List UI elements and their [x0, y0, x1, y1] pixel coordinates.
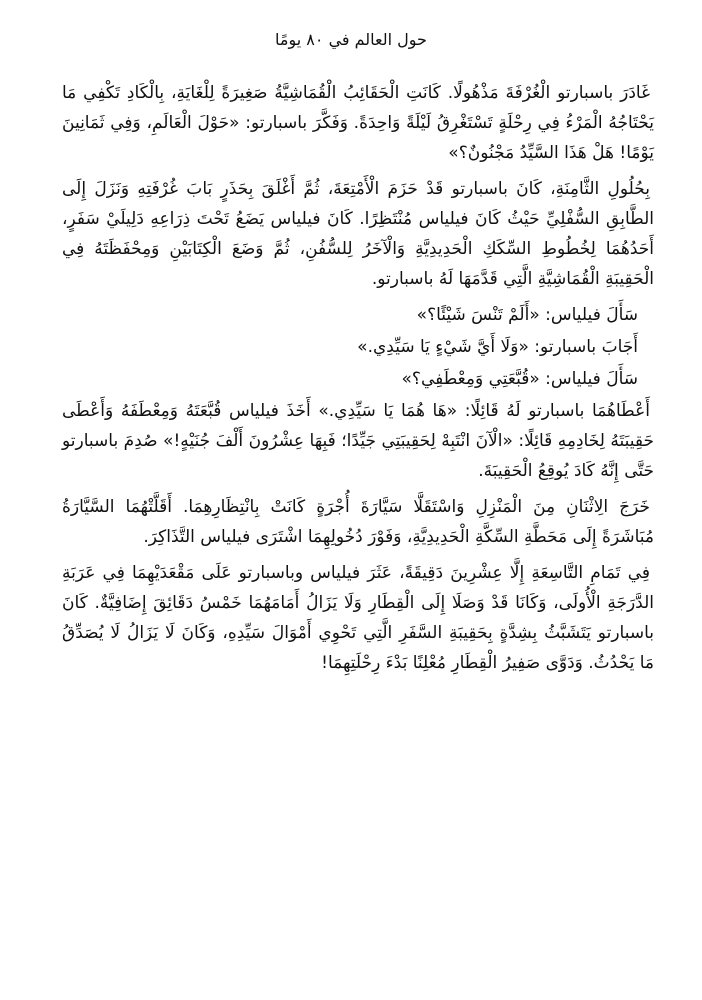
story-body — [62, 78, 654, 678]
paragraph-handover: أَعْطَاهُمَا باسبارتو لَهُ قَائِلًا: «هَا هُمَا يَا سَيِّدِي.» أَخَذَ فيلياس قُبَّعَتَهُ وَمِعْطَفَهُ وَأَعْطَى حَقِيبَتَهُ لِخَادِمِهِ قَائِلًا: «الْآنَ انْتَبِهْ لِحَقِيبَتِي جَيِّدًا؛ فَبِهَا عِشْرُونَ أَلْفَ جُنَيْهٍ!» صُدِمَ باسبارتو حَتَّى إِنَّهُ كَادَ يُوقِعُ الْحَقِيبَةَ. — [62, 401, 654, 481]
paragraph-station: خَرَجَ الِاثْنَانِ مِنَ الْمَنْزِلِ وَاسْتَقَلَّا سَيَّارَةَ أُجْرَةٍ كَانَتْ بِانْتِظَارِهِمَا. أَقَلَّتْهُمَا السَّيَّارَةُ مُبَاشَرَةً إِلَى مَحَطَّةِ السِّكَّةِ الْحَدِيدِيَّةِ، وَفَوْرَ دُخُولِهِمَا اشْتَرَى فيلياس التَّذَاكِرَ. — [62, 497, 654, 547]
dialogue-line-1: سَأَلَ فيلياس: «أَلَمْ تَنْسَ شَيْئًا؟» — [416, 305, 638, 325]
paragraph-packing: بِحُلُولِ الثَّامِنَةِ، كَانَ باسبارتو قَدْ حَزَمَ الْأَمْتِعَةَ، ثُمَّ أَغْلَقَ بِحَذَرٍ بَابَ غُرْفَتِهِ وَنَزَلَ إِلَى الطَّابِقِ السُّفْلِيِّ حَيْثُ كَانَ فيلياس مُنْتَظِرًا. كَانَ فيلياس يَضَعُ تَحْتَ ذِرَاعِهِ دَلِيلَيْ سَفَرٍ، أَحَدُهُمَا لِخُطُوطِ السِّكَكِ الْحَدِيدِيَّةِ وَالْآخَرُ لِلسُّفُنِ، ثُمَّ وَضَعَ الْكِتَابَيْنِ وَمِحْفَظَتَهُ فِي الْحَقِيبَةِ الْقُمَاشِيَّةِ الَّتِي قَدَّمَهَا لَهُ باسبارتو. — [62, 179, 654, 289]
running-head-title: حول العالم في ٨٠ يومًا — [275, 30, 427, 49]
paragraph-departure: غَادَرَ باسبارتو الْغُرْفَةَ مَذْهُولًا. كَانَتِ الْحَقَائِبُ الْقُمَاشِيَّةُ صَغِيرَةً لِلْغَايَةِ، بِالْكَادِ تَكْفِي مَا يَحْتَاجُهُ الْمَرْءُ فِي رِحْلَةٍ تَسْتَغْرِقُ لَيْلَةً وَاحِدَةً. وَفَكَّرَ باسبارتو: «حَوْلَ الْعَالَمِ، وَفِي ثَمَانِينَ يَوْمًا! هَلْ هَذَا السَّيِّدُ مَجْنُونٌ؟» — [62, 83, 654, 163]
dialogue-line-2: أَجَابَ باسبارتو: «وَلَا أَيَّ شَيْءٍ يَا سَيِّدِي.» — [357, 337, 638, 357]
dialogue-line-3: سَأَلَ فيلياس: «قُبَّعَتِي وَمِعْطَفِي؟» — [401, 369, 638, 389]
paragraph-train: فِي تَمَامِ التَّاسِعَةِ إِلَّا عِشْرِينَ دَقِيقَةً، عَثَرَ فيلياس وباسبارتو عَلَى مَقْعَدَيْهِمَا فِي عَرَبَةِ الدَّرَجَةِ الْأُولَى، وَكَانَا قَدْ وَصَلَا إِلَى الْقِطَارِ وَلَا يَزَالُ أَمَامَهُمَا خَمْسُ دَقَائِقَ إِضَافِيَّةٌ. كَانَ باسبارتو يَتَشَبَّثُ بِشِدَّةٍ بِحَقِيبَةِ السَّفَرِ الَّتِي تَحْوِي أَمْوَالَ سَيِّدِهِ، وَكَانَ لَا يَزَالُ لَا يُصَدِّقُ مَا يَحْدُثُ. وَدَوَّى صَفِيرُ الْقِطَارِ مُعْلِنًا بَدْءَ رِحْلَتِهِمَا! — [62, 563, 654, 673]
